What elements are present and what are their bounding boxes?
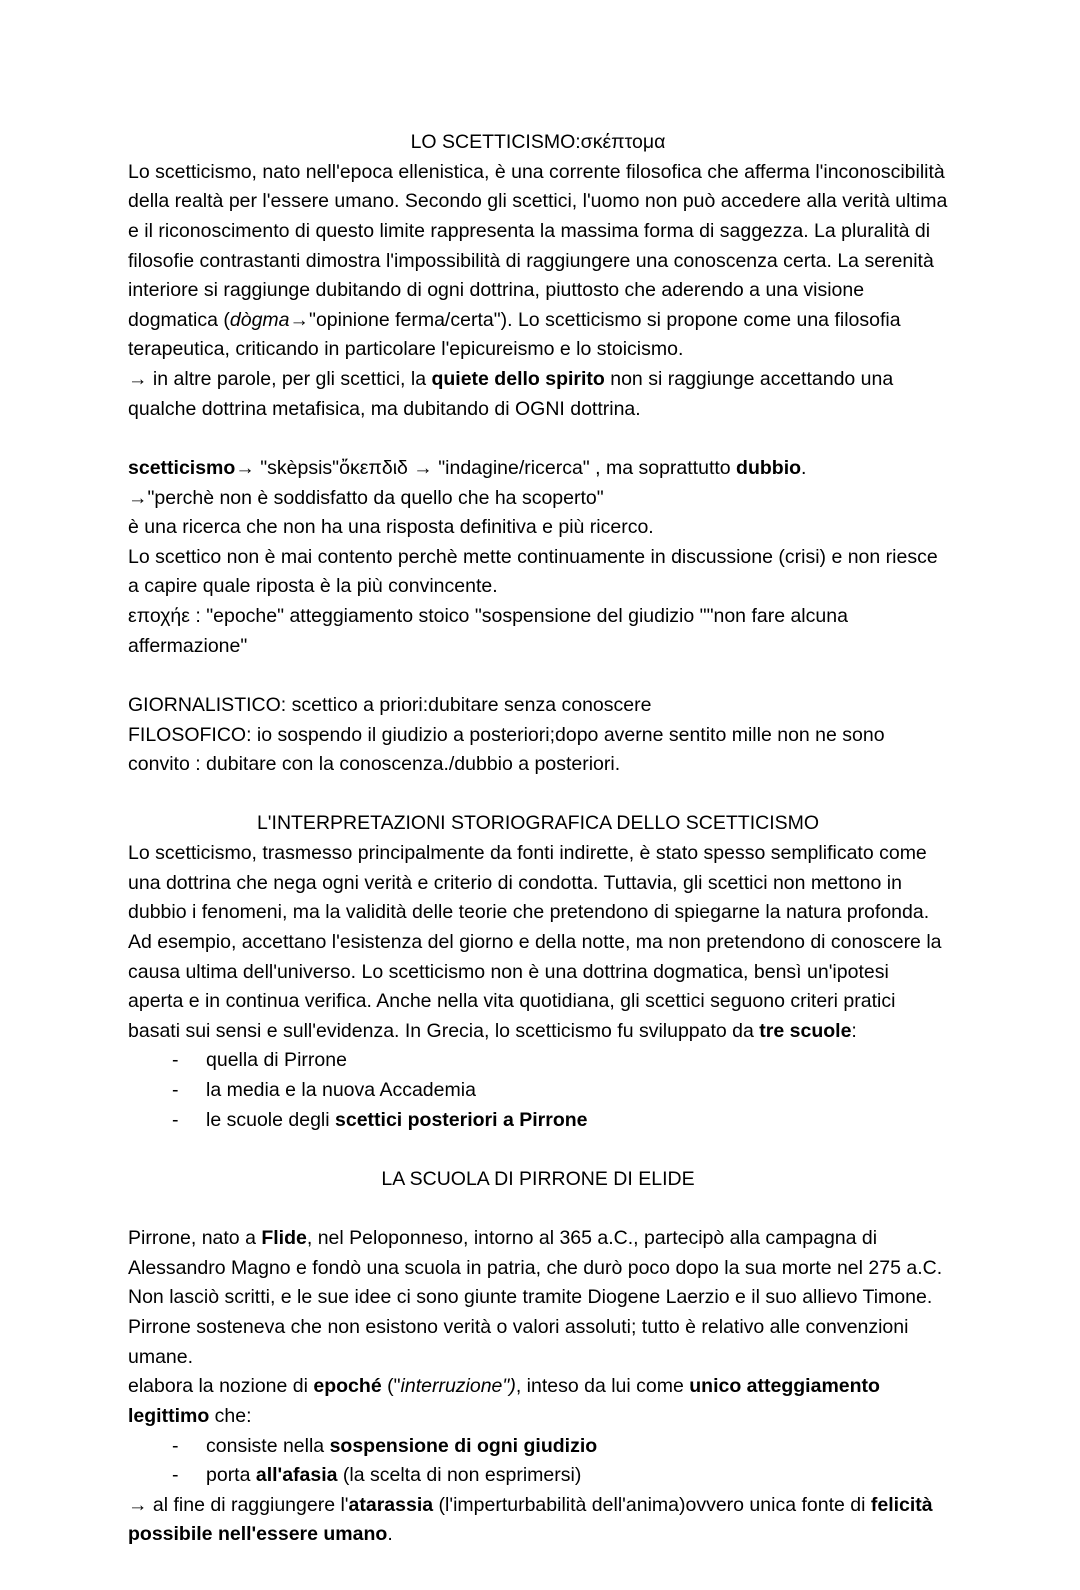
list-item-pre: le scuole degli <box>206 1108 335 1131</box>
list-item <box>128 1461 948 1491</box>
atarassia-end: . <box>387 1523 393 1546</box>
line-scettico: Lo scettico non è mai contento perchè mette continuamente in discussione (crisi) e non riesce a capire quale riposta è la più convincente. <box>128 545 938 598</box>
atarassia-bold: atarassia <box>348 1493 434 1516</box>
scetticismo-etymology-line <box>128 454 948 484</box>
dash-marker: - <box>172 1049 179 1072</box>
list-item-bold: scettici posteriori a Pirrone <box>335 1108 588 1131</box>
quiete-dello-spirito-bold: quiete dello spirito <box>431 368 605 390</box>
intro-paragraph <box>128 158 948 365</box>
list-item-bold: all'afasia <box>255 1464 338 1487</box>
arrow-summary-line <box>128 365 948 424</box>
epoche-pre: elabora la nozione di <box>128 1375 314 1398</box>
spacer <box>128 424 948 454</box>
list-item <box>128 1432 948 1462</box>
list-item <box>128 1046 948 1076</box>
atarassia-mid: (l'imperturbabilità dell'anima)ovvero unica fonte di <box>433 1493 871 1516</box>
intro-text: Lo scetticismo, nato nell'epoca ellenistica, è una corrente filosofica che afferma l'inconoscibilità della realtà per l'essere umano. Secondo gli scettici, l'uomo non può accedere alla verità ultima e il riconoscimento di questo limite rappresenta la massima forma di saggezza. La pluralità di filosofie contrastanti dimostra l'impossibilità di raggiungere una conoscenza certa. La serenità interiore si raggiunge dubitando di ogni dottrina, piuttosto che aderendo a una visione dogmatica ( <box>128 160 948 331</box>
flide-bold: Flide <box>261 1227 307 1250</box>
interruzione-italic: interruzione") <box>400 1375 516 1398</box>
spacer <box>128 1195 948 1225</box>
list-item-pre: la media e la nuova Accademia <box>206 1079 476 1101</box>
list-item <box>128 1076 948 1106</box>
epoche-mid2: , inteso da lui come <box>515 1375 690 1398</box>
line-epoche: εποχήε : "epoche" atteggiamento stoico "sospensione del giudizio ""non fare alcuna affermazione" <box>128 605 848 657</box>
dogma-italic: dògma <box>229 308 290 331</box>
list-item-bold: sospensione di ogni giudizio <box>329 1434 598 1457</box>
document-body <box>128 128 948 1550</box>
dash-marker: - <box>172 1079 179 1101</box>
dash-marker: - <box>172 1434 179 1457</box>
arrow-line-pre: → in altre parole, per gli scettici, la <box>128 368 432 390</box>
line-ricerca: è una ricerca che non ha una risposta definitiva e più ricerco. <box>128 516 654 539</box>
epoche-post: che: <box>209 1404 252 1427</box>
scetticismo-mid: → "skèpsis"ὄκεπδιδ → "indagine/ricerca" , ma soprattutto <box>235 456 737 479</box>
section-title-pirrone: LA SCUOLA DI PIRRONE DI ELIDE <box>381 1167 695 1190</box>
intro-after-dogma: →"opinione ferma/certa"). Lo scetticismo si propone come una filosofia terapeutica, criticando in particolare l'epicureismo e lo stoicismo. <box>128 308 901 361</box>
line-perche: →"perchè non è soddisfatto da quello che ha scoperto" <box>128 486 604 509</box>
atarassia-pre: → al fine di raggiungere l' <box>128 1493 349 1516</box>
spacer <box>128 780 948 810</box>
list-item-text <box>206 1432 597 1462</box>
line-filosofico: FILOSOFICO: io sospendo il giudizio a posteriori;dopo averne sentito mille non ne sono convito : dubitare con la conoscenza./dubbio a posteriori. <box>128 723 885 776</box>
list-item-text <box>206 1076 476 1106</box>
scuole-list <box>128 1046 948 1135</box>
pirrone-post: , nel Peloponneso, intorno al 365 a.C., partecipò alla campagna di Alessandro Magno e fondò una scuola in patria, che durò poco dopo la sua morte nel 275 a.C. Non lasciò scritti, e le sue idee ci sono giunte tramite Diogene Laerzio e il suo allievo Timone. Pirrone sosteneva che non esistono verità o valori assoluti; tutto è relativo alle convenzioni umane. <box>128 1227 943 1368</box>
epoche-paragraph <box>128 1372 948 1431</box>
section-title-interpretazioni: L'INTERPRETAZIONI STORIOGRAFICA DELLO SCETTICISMO <box>256 812 820 835</box>
dash-marker: - <box>172 1464 179 1487</box>
list-item-text <box>206 1046 347 1076</box>
epoche-list <box>128 1432 948 1491</box>
scetticismo-bold: scetticismo <box>128 456 236 479</box>
felicita-bold: felicità possibile nell'essere umano <box>128 1493 933 1546</box>
list-item-pre: porta <box>206 1464 256 1487</box>
dash-marker: - <box>172 1108 179 1131</box>
list-item-post: (la scelta di non esprimersi) <box>337 1464 582 1487</box>
epoche-mid: (" <box>381 1375 401 1398</box>
interpretazioni-text: Lo scetticismo, trasmesso principalmente da fonti indirette, è stato spesso semplificato come una dottrina che nega ogni verità e criterio di condotta. Tuttavia, gli scettici non mettono in dubbio i fenomeni, ma la validità delle teorie che pretendono di spiegarne la natura profonda. Ad esempio, accettano l'esistenza del giorno e della notte, ma non pretendono di conoscere la causa ultima dell'universo. Lo scetticismo non è una dottrina dogmatica, bensì un'ipotesi aperta e in continua verifica. Anche nella vita quotidiana, gli scettici seguono criteri pratici basati sui sensi e sull'evidenza. In Grecia, lo scetticismo fu sviluppato da <box>128 842 942 1042</box>
dubbio-bold: dubbio <box>736 456 802 479</box>
list-item-pre: quella di Pirrone <box>206 1049 347 1072</box>
list-item-text <box>206 1106 588 1136</box>
unico-atteggiamento-bold: unico atteggiamento legittimo <box>128 1375 880 1427</box>
list-item-text <box>206 1461 581 1491</box>
pirrone-paragraph <box>128 1224 948 1372</box>
atarassia-line <box>128 1491 948 1550</box>
interpretazioni-paragraph <box>128 839 948 1046</box>
list-item <box>128 1106 948 1136</box>
pirrone-pre: Pirrone, nato a <box>128 1227 262 1250</box>
arrow-line-post: non si raggiunge accettando una qualche dottrina metafisica, ma dubitando di OGNI dottrina. <box>128 368 894 420</box>
main-title: LO SCETTICISMO:σκέπτομα <box>410 131 666 153</box>
spacer <box>128 1135 948 1165</box>
line-giornalistico: GIORNALISTICO: scettico a priori:dubitare senza conoscere <box>128 693 652 716</box>
list-item-pre: consiste nella <box>206 1434 330 1457</box>
spacer <box>128 661 948 691</box>
interpretazioni-end: : <box>851 1019 857 1042</box>
epoche-bold: epoché <box>313 1375 382 1398</box>
tre-scuole-bold: tre scuole <box>759 1019 852 1042</box>
scetticismo-end: . <box>801 456 807 479</box>
